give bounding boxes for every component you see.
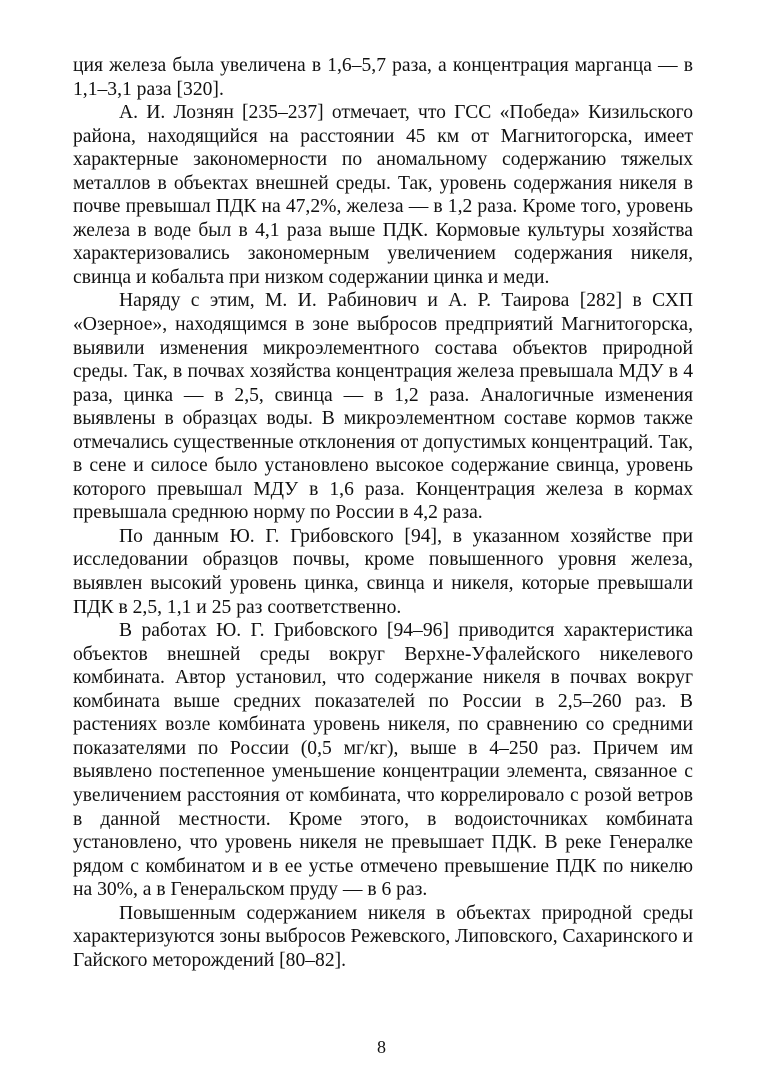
paragraph-gribovsky-94: По данным Ю. Г. Грибовского [94], в указанном хозяйстве при исследовании образцов почвы, кроме повышенного уровня железа, выявлен высокий уровень цинка, свинца и никеля, которые превышали ПДК в 2,5, 1,1 и 25 раз соответственно. — [73, 525, 693, 618]
paragraph-loznyan: А. И. Лознян [235–237] отмечает, что ГСС «Победа» Кизильского района, находящийся на расстоянии 45 км от Магнитогорска, имеет характерные закономерности по аномальному содержанию тяжелых металлов в объектах внешней среды. Так, уровень содержания никеля в почве превышал ПДК на 47,2%, железа — в 1,2 раза. Кроме того, уровень железа в воде был в 4,1 раза выше ПДК. Кормовые культуры хозяйства характеризовались закономерным увеличением содержания никеля, свинца и кобальта при низком содержании цинка и меди. — [73, 102, 693, 288]
page-number: 8 — [377, 1037, 386, 1057]
document-body — [73, 54, 693, 972]
paragraph-continuation: ция железа была увеличена в 1,6–5,7 раза, а концентрация марганца — в 1,1–3,1 раза [320]. — [73, 55, 693, 100]
paragraph-emission-zones: Повышенным содержанием никеля в объектах природной среды характеризуются зоны выбросов Режевского, Липовского, Сахаринского и Гайского меторождений [80–82]. — [73, 902, 694, 971]
paragraph-gribovsky-94-96: В работах Ю. Г. Грибовского [94–96] приводится характеристика объектов внешней среды вокруг Верхне-Уфалейского никелевого комбината. Автор установил, что содержание никеля в почвах вокруг комбината выше средних показателей по России в 2,5–260 раз. В растениях возле комбината уровень никеля, по сравнению со средними показателями по России (0,5 мг/кг), выше в 4–250 раз. Причем им выявлено постепенное уменьшение концентрации элемента, связанное с увеличением расстояния от комбината, что коррелировало с розой ветров в данной местности. Кроме этого, в водоисточниках комбината установлено, что уровень никеля не превышает ПДК. В реке Генералке рядом с комбинатом и в ее устье отмечено превышение ПДК по никелю на 30%, а в Генеральском пруду — в 6 раз. — [73, 620, 693, 901]
paragraph-rabinovich: Наряду с этим, М. И. Рабинович и А. Р. Таирова [282] в СХП «Озерное», находящимся в зоне выбросов предприятий Магнитогорска, выявили изменения микроэлементного состава объектов природной среды. Так, в почвах хозяйства концентрация железа превышала МДУ в 4 раза, цинка — в 2,5, свинца — в 1,2 раза. Аналогичные изменения выявлены в образцах воды. В микроэлементном составе кормов также отмечались существенные отклонения от допустимых концентраций. Так, в сене и силосе было установлено высокое содержание свинца, уровень которого превышал МДУ в 1,6 раза. Концентрация железа в кормах превышала среднюю норму по России в 4,2 раза. — [73, 290, 693, 524]
